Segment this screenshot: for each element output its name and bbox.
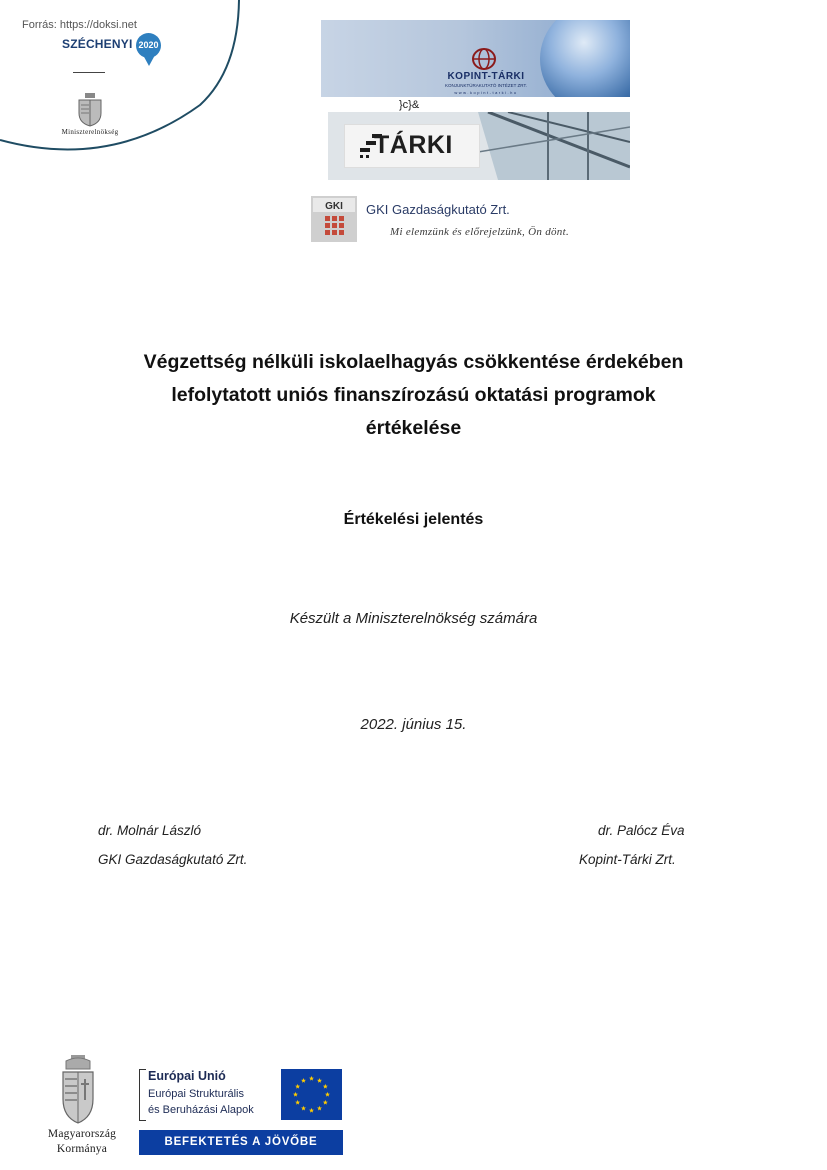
prepared-for: Készült a Miniszterelnökség számára: [289, 610, 538, 627]
author-name: dr. Molnár László: [98, 823, 202, 838]
document-date: 2022. június 15.: [360, 716, 467, 733]
title-line: értékelése: [365, 417, 462, 439]
eu-label-line2: Európai Strukturális: [148, 1088, 244, 1100]
gki-name: GKI Gazdaságkutató Zrt.: [366, 202, 510, 217]
map-pin-icon: [143, 55, 155, 67]
tarki-name: TÁRKI: [374, 131, 453, 159]
gki-slogan: Mi elemzünk és előrejelzünk, Ön dönt.: [390, 226, 570, 238]
eu-label-line1: Európai Unió: [148, 1069, 226, 1083]
svg-text:GKI: GKI: [325, 201, 343, 212]
author-organization: GKI Gazdaságkutató Zrt.: [98, 852, 248, 867]
author-organization: Kopint-Tárki Zrt.: [579, 852, 676, 867]
eu-label-line3: és Beruházási Alapok: [148, 1104, 254, 1116]
globe-icon: [540, 20, 630, 97]
kopint-tarki-logo: [321, 20, 630, 97]
szechenyi-year-badge: 2020: [136, 33, 161, 58]
government-label-line1: Magyarország: [47, 1128, 117, 1140]
gki-logo-icon: [311, 196, 357, 242]
ministry-label: Miniszterelnökség: [61, 128, 119, 136]
divider: [73, 72, 105, 73]
kopint-subtitle: KONJUNKTÚRAKUTATÓ INTÉZET ZRT.: [445, 83, 527, 88]
tarki-logo: [328, 112, 630, 180]
eu-flag-icon: [281, 1069, 342, 1120]
hungarian-coat-of-arms-icon: [58, 1055, 98, 1125]
government-label-line2: Kormánya: [56, 1143, 108, 1155]
document-title: [80, 346, 747, 445]
title-line: lefolytatott uniós finanszírozású oktatási programok: [171, 384, 656, 406]
source-label: Forrás: https://doksi.net: [22, 19, 137, 31]
kopint-url: www.kopint-tarki.hu: [454, 90, 518, 95]
szechenyi-wordmark: SZÉCHENYI: [62, 37, 133, 51]
invest-slogan-bar: BEFEKTETÉS A JÖVŐBE: [139, 1130, 343, 1155]
author-name: dr. Palócz Éva: [598, 823, 685, 838]
kopint-globe-mark-icon: [469, 48, 499, 70]
eu-bracket-decoration: [139, 1069, 146, 1121]
hungarian-crest-icon: [76, 93, 104, 127]
kopint-name: KOPINT-TÁRKI: [447, 71, 525, 82]
tiny-mark: }c}&: [399, 99, 420, 111]
title-line: Végzettség nélküli iskolaelhagyás csökkentése érdekében: [143, 351, 684, 373]
document-subtitle: Értékelési jelentés: [343, 511, 484, 528]
